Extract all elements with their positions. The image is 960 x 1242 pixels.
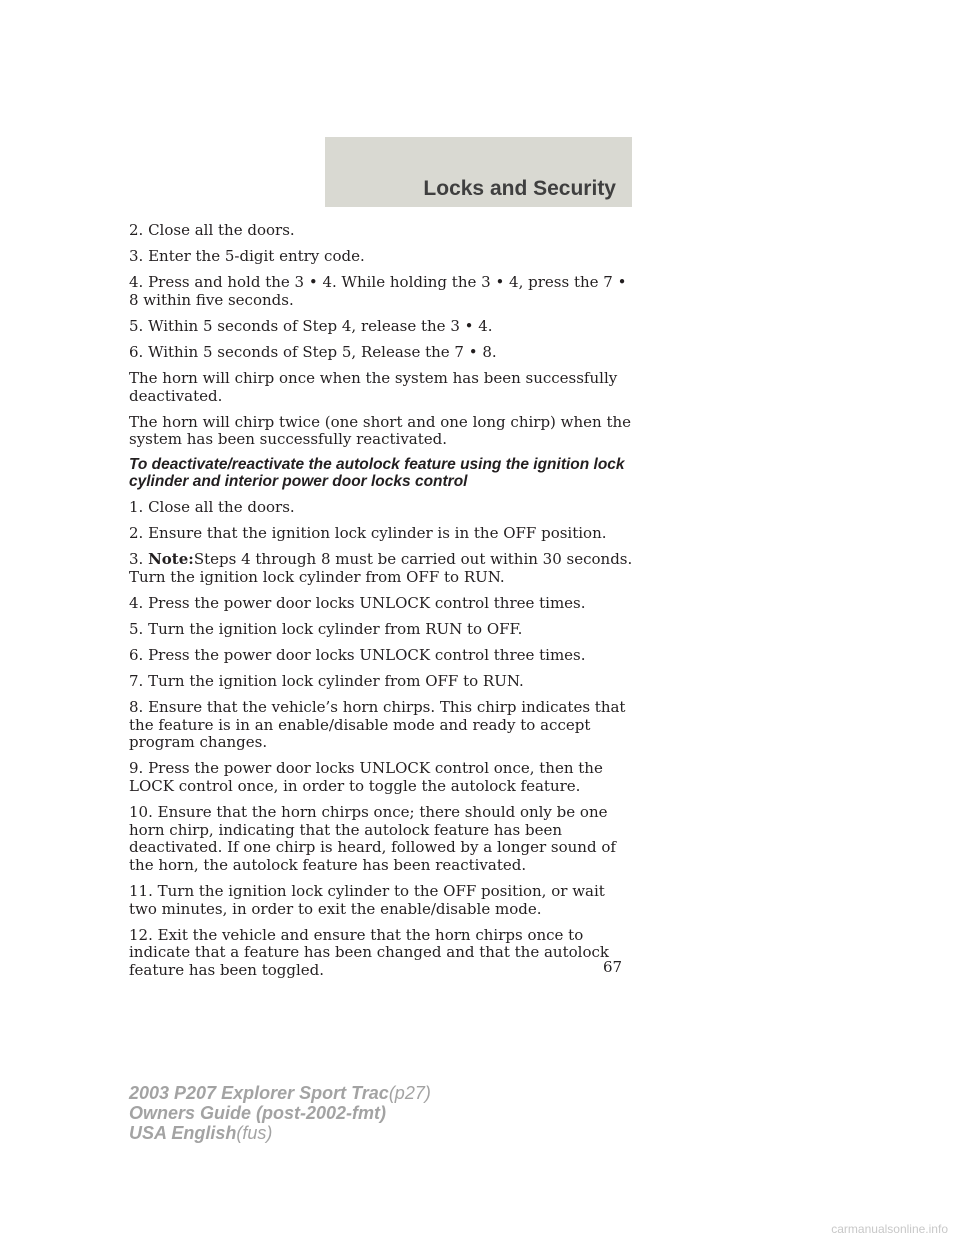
footer-line-1 xyxy=(129,1083,431,1103)
step-7: 7. Turn the ignition lock cylinder from OFF to RUN. xyxy=(129,672,524,691)
step-1: 1. Close all the doors. xyxy=(129,497,295,516)
page-number: 67 xyxy=(603,958,623,976)
paragraph: The horn will chirp twice (one short and one long chirp) when the system has been successfully reactivated. xyxy=(129,412,632,449)
step-12: 12. Exit the vehicle and ensure that the horn chirps once to indicate that a feature has been changed and that the autolock feature has been toggled. xyxy=(129,925,609,979)
step-2: 2. Ensure that the ignition lock cylinder is in the OFF position. xyxy=(129,524,607,543)
step-5: 5. Turn the ignition lock cylinder from RUN to OFF. xyxy=(129,619,523,638)
step-6: 6. Press the power door locks UNLOCK control three times. xyxy=(129,646,586,664)
step-10: 10. Ensure that the horn chirps once; there should only be one horn chirp, indicating that the autolock feature has been deactivated. If one chirp is heard, followed by a longer sound of the horn, the autolock feature has been reactivated. xyxy=(129,803,616,874)
watermark: carmanualsonline.info xyxy=(831,1222,948,1236)
step-3 xyxy=(129,551,634,586)
footer-language-code: (fus) xyxy=(236,1123,273,1143)
footer-line-3 xyxy=(129,1123,431,1143)
note-label: Note: xyxy=(148,550,194,569)
step-3-text: Steps 4 through 8 must be carried out within 30 seconds. Turn the ignition lock cylinder from OFF to RUN. xyxy=(129,550,633,586)
footer-language: USA English xyxy=(129,1123,237,1143)
page-content xyxy=(129,222,634,988)
step-8: 8. Ensure that the vehicle’s horn chirps. This chirp indicates that the feature is in an enable/disable mode and ready to accept program changes. xyxy=(129,698,626,752)
subheading: To deactivate/reactivate the autolock feature using the ignition lock cylinder and interior power door locks control xyxy=(129,456,625,490)
header-band xyxy=(325,137,632,207)
footer xyxy=(129,1083,431,1143)
paragraph: 2. Close all the doors. xyxy=(129,221,295,239)
step-9: 9. Press the power door locks UNLOCK control once, then the LOCK control once, in order to toggle the autolock feature. xyxy=(129,759,603,796)
step-4: 4. Press the power door locks UNLOCK control three times. xyxy=(129,593,586,612)
paragraph: 4. Press and hold the 3 • 4. While holding the 3 • 4, press the 7 • 8 within five seconds. xyxy=(129,273,627,309)
section-title: Locks and Security xyxy=(423,177,616,200)
paragraph: 5. Within 5 seconds of Step 4, release the 3 • 4. xyxy=(129,316,493,335)
paragraph: The horn will chirp once when the system has been successfully deactivated. xyxy=(129,369,618,405)
paragraph: 6. Within 5 seconds of Step 5, Release the 7 • 8. xyxy=(129,342,497,361)
footer-model: 2003 P207 Explorer Sport Trac xyxy=(129,1083,389,1103)
step-3-number: 3. xyxy=(129,550,149,569)
paragraph: 3. Enter the 5-digit entry code. xyxy=(129,247,365,266)
footer-line-2: Owners Guide (post-2002-fmt) xyxy=(129,1103,387,1123)
footer-model-code: (p27) xyxy=(388,1083,431,1103)
step-11: 11. Turn the ignition lock cylinder to the OFF position, or wait two minutes, in order to exit the enable/disable mode. xyxy=(129,882,605,918)
